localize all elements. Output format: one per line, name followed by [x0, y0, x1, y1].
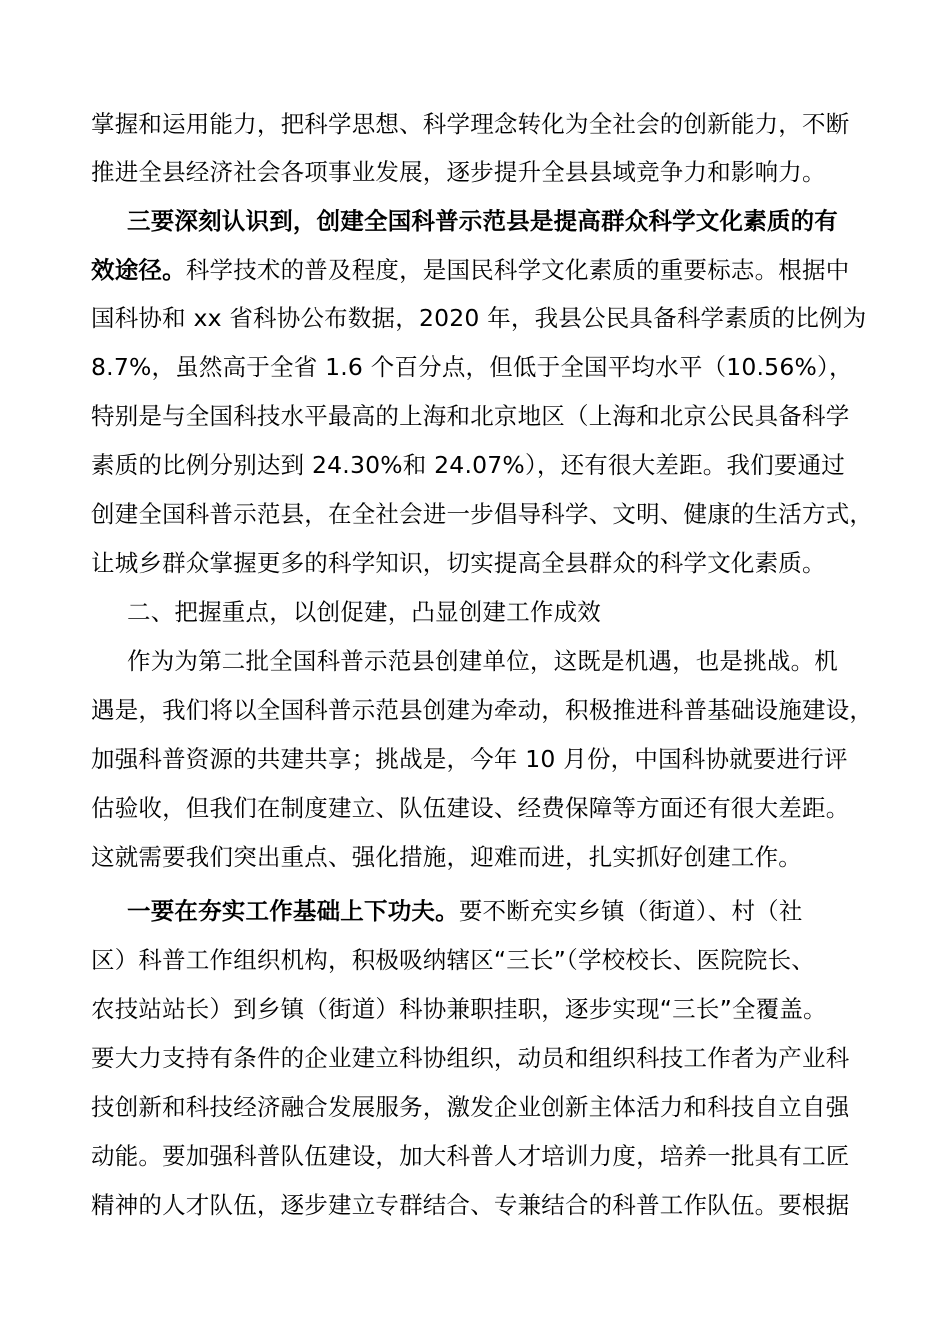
paragraph-2-bold-lead: 效途径。 [91, 256, 186, 284]
paragraph-4-line-7: 精神的人才队伍，逐步建立专群结合、专兼结合的科普工作队伍。要根据 [91, 1191, 850, 1219]
paragraph-3-line-3: 加强科普资源的共建共享；挑战是，今年 10 月份，中国科协就要进行评 [91, 745, 848, 773]
paragraph-2-line-6: 素质的比例分别达到 24.30%和 24.07%），还有很大差距。我们要通过 [91, 451, 845, 479]
paragraph-1-line-1: 掌握和运用能力，把科学思想、科学理念转化为全社会的创新能力，不断 [91, 110, 850, 138]
paragraph-4-line-1 [127, 895, 871, 927]
paragraph-3-line-2: 遇是，我们将以全国科普示范县创建为牵动，积极推进科普基础设施建设， [91, 696, 874, 724]
paragraph-1-line-2: 推进全县经济社会各项事业发展，逐步提升全县县域竞争力和影响力。 [91, 158, 826, 186]
paragraph-4-line-1-rest: 要不断充实乡镇（街道）、村（社 [458, 897, 803, 925]
paragraph-4-line-2: 区）科普工作组织机构，积极吸纳辖区“三长”（学校校长、医院院长、 [91, 946, 815, 974]
paragraph-4-line-5: 技创新和科技经济融合发展服务，激发企业创新主体活力和科技自立自强 [91, 1093, 850, 1121]
paragraph-2-line-2 [91, 254, 871, 286]
paragraph-4-line-4: 要大力支持有条件的企业建立科协组织，动员和组织科技工作者为产业科 [91, 1044, 850, 1072]
section-heading: 二、把握重点，以创促建，凸显创建工作成效 [127, 598, 601, 626]
paragraph-4-line-6: 动能。要加强科普队伍建设，加大科普人才培训力度，培养一批具有工匠 [91, 1142, 850, 1170]
paragraph-2-line-7: 创建全国科普示范县，在全社会进一步倡导科学、文明、健康的生活方式， [91, 500, 874, 528]
paragraph-3-line-4: 估验收，但我们在制度建立、队伍建设、经费保障等方面还有很大差距。 [91, 794, 850, 822]
paragraph-2-line-4: 8.7%，虽然高于全省 1.6 个百分点，但低于全国平均水平（10.56%）， [91, 353, 853, 381]
paragraph-2-bold-line-1: 三要深刻认识到，创建全国科普示范县是提高群众科学文化素质的有 [127, 207, 838, 235]
paragraph-3-line-1: 作为为第二批全国科普示范县创建单位，这既是机遇，也是挑战。机 [127, 647, 838, 675]
paragraph-2-line-8: 让城乡群众掌握更多的科学知识，切实提高全县群众的科学文化素质。 [91, 549, 826, 577]
paragraph-4-bold-lead: 一要在夯实工作基础上下功夫。 [127, 897, 459, 925]
paragraph-2-line-3: 国科协和 xx 省科协公布数据，2020 年，我县公民具备科学素质的比例为 [91, 304, 867, 332]
paragraph-3-line-5: 这就需要我们突出重点、强化措施，迎难而进，扎实抓好创建工作。 [91, 843, 802, 871]
paragraph-4-line-3: 农技站站长）到乡镇（街道）科协兼职挂职，逐步实现“三长”全覆盖。 [91, 995, 827, 1023]
paragraph-2-line-2-rest: 科学技术的普及程度，是国民科学文化素质的重要标志。根据中 [185, 256, 850, 284]
paragraph-2-line-5: 特别是与全国科技水平最高的上海和北京地区（上海和北京公民具备科学 [91, 402, 850, 430]
